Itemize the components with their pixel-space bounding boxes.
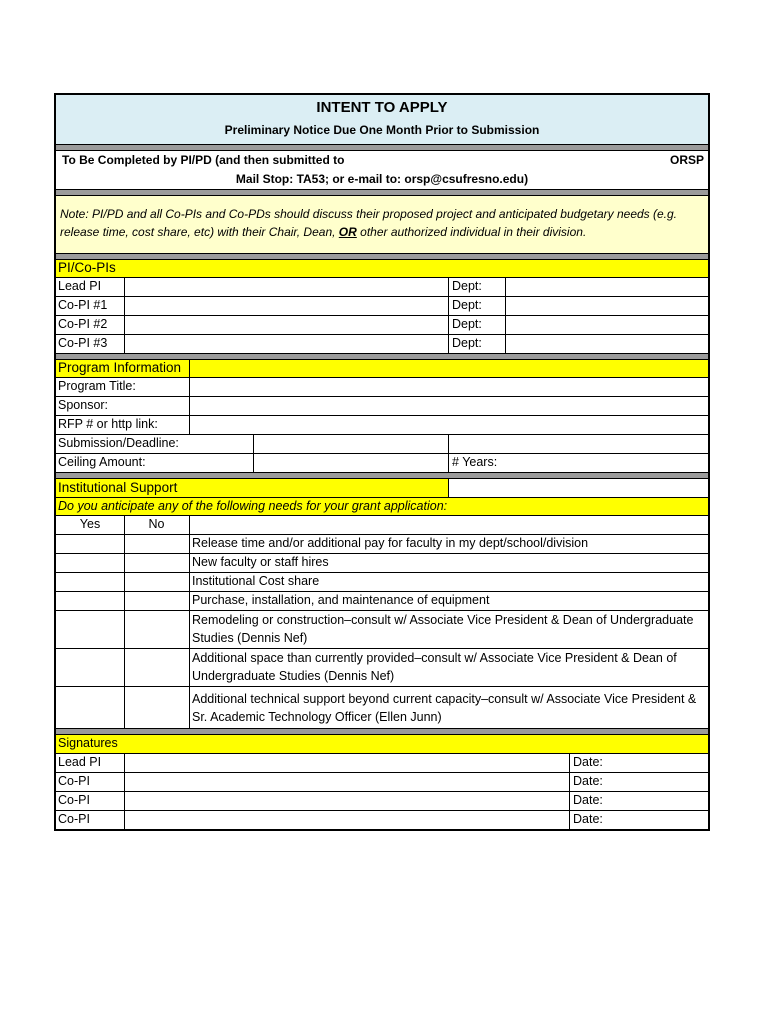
ceiling-amount-field[interactable]	[254, 454, 448, 472]
co-pi-1-dept-field[interactable]	[506, 297, 706, 315]
cost-share-no-checkbox[interactable]	[125, 573, 189, 591]
sig-co-pi-1-label: Co-PI	[58, 774, 90, 788]
co-pi-3-dept-label: Dept:	[452, 336, 482, 350]
note-text-part1: Note: PI/PD and all Co-PIs and Co-PDs should discuss their proposed project and anticipated budgetary needs (e.g. release time, cost share, etc) with their Chair, Dean,	[60, 207, 678, 239]
mail-stop-info: Mail Stop: TA53; or e-mail to: orsp@csufresno.edu)	[235, 172, 529, 186]
release-time-yes-checkbox[interactable]	[56, 535, 124, 553]
sig-co-pi-1-field[interactable]	[125, 773, 569, 791]
intent-to-apply-form	[54, 93, 710, 831]
support-item-additional-space: Additional space than currently provided–consult w/ Associate Vice President & Dean of Undergraduate Studies (Dennis Nef)	[192, 651, 677, 683]
deadline-field[interactable]	[449, 435, 706, 453]
program-section-title: Program Information	[58, 360, 182, 375]
rfp-field[interactable]	[190, 416, 706, 434]
sig-lead-pi-date-label: Date:	[573, 755, 603, 769]
co-pi-2-name-field[interactable]	[125, 316, 448, 334]
note-text	[58, 205, 706, 241]
program-title-field[interactable]	[190, 378, 706, 396]
lead-pi-dept-field[interactable]	[506, 278, 706, 296]
no-column-header: No	[148, 517, 165, 531]
ceiling-amount-label: Ceiling Amount:	[58, 455, 146, 469]
pi-section-title: PI/Co-PIs	[58, 260, 116, 275]
sig-co-pi-1-date-label: Date:	[573, 774, 603, 788]
sponsor-field[interactable]	[190, 397, 706, 415]
new-hires-no-checkbox[interactable]	[125, 554, 189, 572]
technical-support-no-checkbox[interactable]	[125, 687, 189, 728]
submission-deadline-label: Submission/Deadline:	[58, 436, 179, 450]
co-pi-2-dept-label: Dept:	[452, 317, 482, 331]
support-section-title: Institutional Support	[58, 480, 178, 495]
co-pi-1-name-field[interactable]	[125, 297, 448, 315]
rfp-label: RFP # or http link:	[58, 417, 158, 431]
form-subtitle: Preliminary Notice Due One Month Prior to Submission	[224, 123, 540, 137]
program-title-label: Program Title:	[58, 379, 136, 393]
sig-lead-pi-label: Lead PI	[58, 755, 102, 769]
remodeling-yes-checkbox[interactable]	[56, 611, 124, 648]
sig-co-pi-3-field[interactable]	[125, 811, 569, 829]
technical-support-yes-checkbox[interactable]	[56, 687, 124, 728]
sig-co-pi-3-label: Co-PI	[58, 812, 90, 826]
equipment-yes-checkbox[interactable]	[56, 592, 124, 610]
support-question: Do you anticipate any of the following needs for your grant application:	[58, 499, 448, 513]
form-title: INTENT TO APPLY	[316, 99, 448, 116]
cost-share-yes-checkbox[interactable]	[56, 573, 124, 591]
note-or: OR	[338, 225, 357, 239]
sig-co-pi-2-date-label: Date:	[573, 793, 603, 807]
additional-space-no-checkbox[interactable]	[125, 649, 189, 686]
co-pi-1-label: Co-PI #1	[58, 298, 108, 312]
lead-pi-dept-label: Dept:	[452, 279, 482, 293]
lead-pi-label: Lead PI	[58, 279, 102, 293]
signatures-section-title: Signatures	[58, 736, 118, 750]
support-item-remodeling: Remodeling or construction–consult w/ Associate Vice President & Dean of Undergraduate Studies (Dennis Nef)	[192, 613, 694, 645]
co-pi-2-dept-field[interactable]	[506, 316, 706, 334]
note-text-part2: other authorized individual in their division.	[360, 225, 587, 239]
co-pi-3-dept-field[interactable]	[506, 335, 706, 353]
submission-date-field[interactable]	[254, 435, 448, 453]
sig-co-pi-2-field[interactable]	[125, 792, 569, 810]
support-item-technical-support: Additional technical support beyond current capacity–consult w/ Associate Vice President & Sr. Academic Technology Officer (Ellen Junn)	[192, 692, 697, 724]
support-item-equipment: Purchase, installation, and maintenance of equipment	[192, 593, 490, 607]
submission-instructions: To Be Completed by PI/PD (and then submitted to	[62, 153, 345, 167]
new-hires-yes-checkbox[interactable]	[56, 554, 124, 572]
sig-co-pi-3-date-label: Date:	[573, 812, 603, 826]
support-item-release-time: Release time and/or additional pay for faculty in my dept/school/division	[192, 536, 589, 550]
co-pi-1-dept-label: Dept:	[452, 298, 482, 312]
sig-lead-pi-field[interactable]	[125, 754, 569, 772]
co-pi-3-label: Co-PI #3	[58, 336, 108, 350]
support-item-cost-share: Institutional Cost share	[192, 574, 320, 588]
orsp-label: ORSP	[670, 153, 705, 167]
yes-column-header: Yes	[79, 517, 101, 531]
co-pi-3-name-field[interactable]	[125, 335, 448, 353]
lead-pi-name-field[interactable]	[125, 278, 448, 296]
support-item-new-hires: New faculty or staff hires	[192, 555, 329, 569]
additional-space-yes-checkbox[interactable]	[56, 649, 124, 686]
years-label: # Years:	[452, 455, 498, 469]
co-pi-2-label: Co-PI #2	[58, 317, 108, 331]
equipment-no-checkbox[interactable]	[125, 592, 189, 610]
remodeling-no-checkbox[interactable]	[125, 611, 189, 648]
release-time-no-checkbox[interactable]	[125, 535, 189, 553]
sponsor-label: Sponsor:	[58, 398, 109, 412]
sig-co-pi-2-label: Co-PI	[58, 793, 90, 807]
